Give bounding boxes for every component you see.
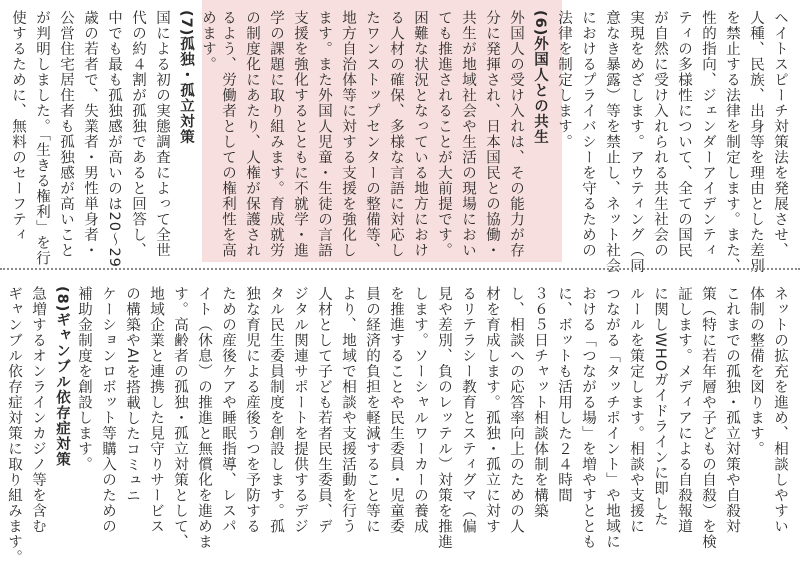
text-line: 代の約４割が孤独であると回答し、 (130, 10, 146, 258)
text-line: 中でも最も孤独感が高いのは20〜29 (106, 10, 122, 268)
text-line: 使するために、無料のセーフティ (10, 10, 26, 243)
text-line: ジタル関連サポートを提供するデジ (292, 286, 308, 534)
text-line: 学の課題に取り組みます。育成就労 (268, 10, 284, 258)
text-line: 証します。メディアによる自殺報道 (676, 286, 692, 534)
text-line: るよう、労働者としての権利性を高 (220, 10, 236, 258)
text-line: 歳の若者で、失業者・男性単身者・ (82, 10, 98, 258)
text-line: の構築やAIを搭載したコミュニ (124, 286, 140, 504)
text-line: 意なき暴露）等を禁止し、ネット社会 (604, 10, 620, 274)
text-line: タル民生委員制度を創設します。孤 (268, 286, 284, 534)
text-line: 実現をめざします。アウティング（同 (628, 10, 644, 274)
text-line: 補助金制度を創設します。 (76, 286, 92, 472)
text-line: 独な育児による産後うつを予防する (244, 286, 260, 534)
text-line: ギャンブル依存症対策に取り組みます。 (6, 286, 22, 565)
text-line: 法律を制定します。 (556, 10, 572, 150)
text-line: 材を育成します。孤独・孤立に対す (484, 286, 500, 534)
text-line: 体制の整備を図ります。 (748, 286, 764, 457)
text-line: に、ボットも活用した２４時間 (556, 286, 572, 503)
text-line: ティの多様性について、全ての国民 (676, 10, 692, 258)
text-line: ３６５日チャット相談体制を構築 (532, 286, 548, 519)
text-line: 策（特に若年層や子どもの自殺）を検 (700, 286, 716, 550)
text-line: 国による初の実態調査によって全世 (154, 10, 170, 258)
text-line: 共生が地域社会や生活の現場におい (460, 10, 476, 258)
text-line: を推進することや民生委員・児童委 (388, 286, 404, 534)
text-line: たワンストップセンターの整備等、 (364, 10, 380, 258)
text-line: 見や差別、負のレッテル）対策を推進 (436, 286, 452, 550)
text-line: 急増するオンラインカジノ等を含む (30, 286, 46, 534)
text-line: の制度化にあたり、人権が保護され (244, 10, 260, 258)
text-line: るリテラシー教育とスティグマ（偏 (460, 286, 476, 534)
text-line: イト（休息）の推進と無償化を進めま (196, 286, 212, 550)
text-line: ヘイトスピーチ対策法を発展させ、 (772, 10, 788, 258)
section-divider (0, 268, 800, 270)
text-line: 地方自治体等に対する支援を強化し (340, 10, 356, 258)
text-line: めます。 (200, 10, 216, 72)
text-line: 人種、民族、出身等を理由とした差別 (748, 10, 764, 274)
text-line: に関しWHOガイドラインに即した (652, 286, 668, 528)
text-line: す。高齢者の孤独・孤立対策として、 (172, 286, 188, 550)
text-line: 性的指向、ジェンダーアイデンティ (700, 10, 716, 258)
text-line: ても推進されることが大前提です。 (436, 10, 452, 258)
text-line: 支援を強化するとともに不就学・進 (292, 10, 308, 258)
text-line: におけるプライバシーを守るための (580, 10, 596, 258)
top-section (0, 0, 800, 274)
text-line: ます。また外国人児童・生徒の言語 (316, 10, 332, 258)
section-heading-7: (7)孤独・孤立対策 (178, 10, 194, 145)
text-line: 困難な状況となっている地方におけ (412, 10, 428, 258)
section-heading-6: (6)外国人との共生 (532, 10, 548, 145)
text-line: ケーションロボット等購入のための (100, 286, 116, 534)
text-line: 外国人の受け入れは、その能力が存 (508, 10, 524, 258)
text-line: ための産後ケアや睡眠指導、レスパ (220, 286, 236, 534)
section-heading-8: (8)ギャンブル依存症対策 (54, 286, 70, 468)
text-line: 分に発揮され、日本国民との協働・ (484, 10, 500, 258)
text-line: 地域企業と連携した見守りサービス (148, 286, 164, 534)
text-line: 公営住宅居住者も孤独感が高いこと (58, 10, 74, 258)
bottom-section (0, 276, 800, 565)
text-line: る人材の確保、多様な言語に対応し (388, 10, 404, 258)
text-line: これまでの孤独・孤立対策や自殺対 (724, 286, 740, 534)
text-line: ネットの拡充を進め、相談しやすい (772, 286, 788, 534)
text-line: ルールを策定します。相談や支援に (628, 286, 644, 534)
text-line: が自然に受け入れられる共生社会の (652, 10, 668, 258)
text-line: し、相談への応答率向上のための人 (508, 286, 524, 534)
text-line: 員の経済的負担を軽減すること等に (364, 286, 380, 534)
text-line: が判明しました。「生きる権利」を行 (34, 10, 50, 267)
text-line: より、地域で相談や支援活動を行う (340, 286, 356, 534)
text-line: おける「つながる場」を増やすととも (580, 286, 596, 550)
text-line: を禁止する法律を制定します。また、 (724, 10, 740, 274)
text-line: つながる「タッチポイント」や地域に (604, 286, 620, 550)
text-line: します。ソーシャルワーカーの養成 (412, 286, 428, 534)
text-line: 人材として子ども若者民生委員、デ (316, 286, 332, 534)
